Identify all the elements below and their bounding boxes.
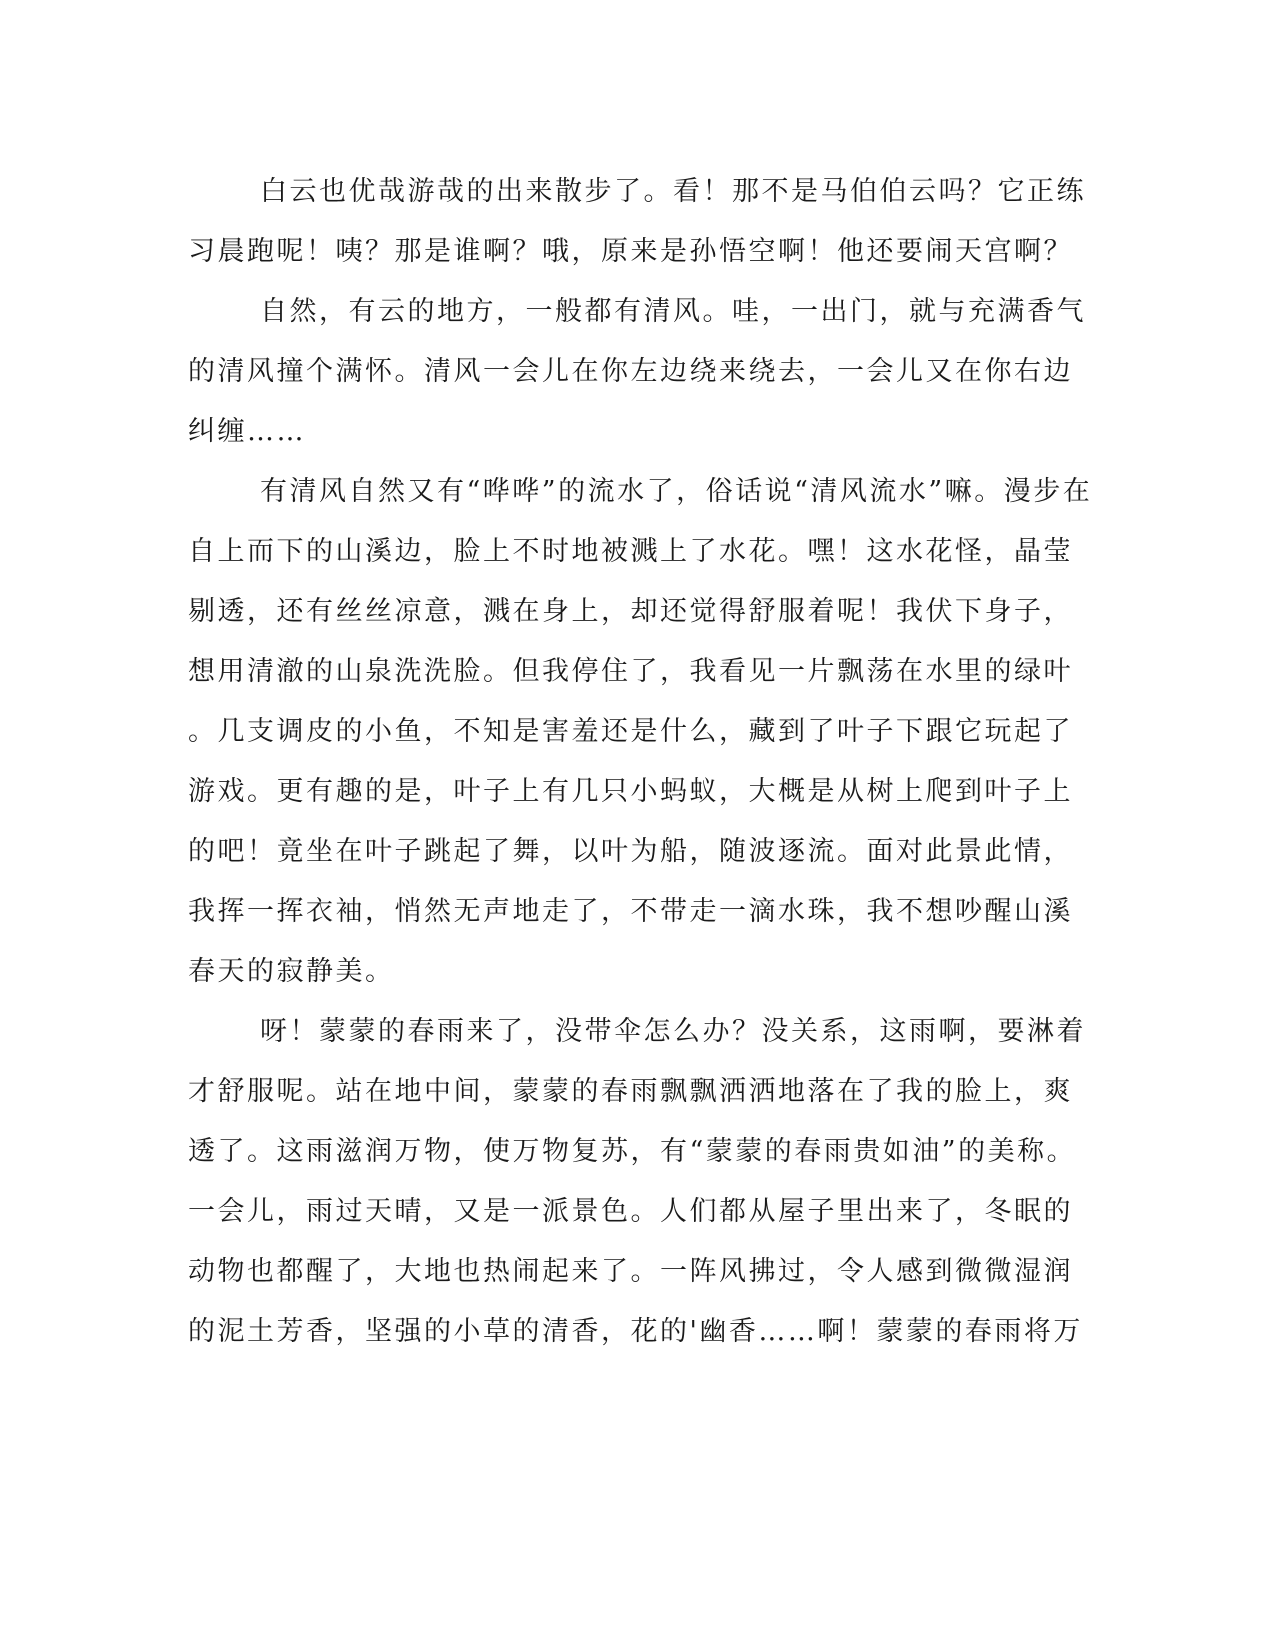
text-line: 的吧！竟坐在叶子跳起了舞，以叶为船，随波逐流。面对此景此情， [188,836,1073,867]
text-line: 。几支调皮的小鱼，不知是害羞还是什么，藏到了叶子下跟它玩起了 [188,716,1073,747]
text-line: 纠缠…… [188,416,306,447]
text-line: 剔透，还有丝丝凉意，溅在身上，却还觉得舒服着呢！我伏下身子， [188,596,1073,627]
text-line: 白云也优哉游哉的出来散步了。看！那不是马伯伯云吗？它正练 [260,176,1086,207]
text-line: 想用清澈的山泉洗洗脸。但我停住了，我看见一片飘荡在水里的绿叶 [188,656,1073,687]
text-line: 我挥一挥衣袖，悄然无声地走了，不带走一滴水珠，我不想吵醒山溪 [188,896,1073,927]
text-line: 的泥土芳香，坚强的小草的清香，花的'幽香……啊！蒙蒙的春雨将万 [188,1316,1083,1347]
text-line: 有清风自然又有“哗哗”的流水了，俗话说“清风流水”嘛。漫步在 [260,476,1093,507]
paragraph-rain [188,1002,1086,1362]
paragraph-clouds [188,162,1086,282]
text-line: 春天的寂静美。 [188,956,395,987]
text-line: 自然，有云的地方，一般都有清风。哇，一出门，就与充满香气 [260,296,1086,327]
text-line: 呀！蒙蒙的春雨来了，没带伞怎么办？没关系，这雨啊，要淋着 [260,1016,1086,1047]
text-line: 游戏。更有趣的是，叶子上有几只小蚂蚁，大概是从树上爬到叶子上 [188,776,1073,807]
text-line: 动物也都醒了，大地也热闹起来了。一阵风拂过，令人感到微微湿润 [188,1256,1073,1287]
paragraph-stream [188,462,1093,1002]
text-line: 习晨跑呢！咦？那是谁啊？哦，原来是孙悟空啊！他还要闹天宫啊？ [188,236,1073,267]
paragraph-breeze [188,282,1086,462]
text-line: 的清风撞个满怀。清风一会儿在你左边绕来绕去，一会儿又在你右边 [188,356,1073,387]
text-line: 才舒服呢。站在地中间，蒙蒙的春雨飘飘洒洒地落在了我的脸上，爽 [188,1076,1073,1107]
text-line: 一会儿，雨过天晴，又是一派景色。人们都从屋子里出来了，冬眠的 [188,1196,1073,1227]
text-line: 透了。这雨滋润万物，使万物复苏，有“蒙蒙的春雨贵如油”的美称。 [188,1136,1077,1167]
text-line: 自上而下的山溪边，脸上不时地被溅上了水花。嘿！这水花怪，晶莹 [188,536,1073,567]
body-text [188,162,1093,1362]
